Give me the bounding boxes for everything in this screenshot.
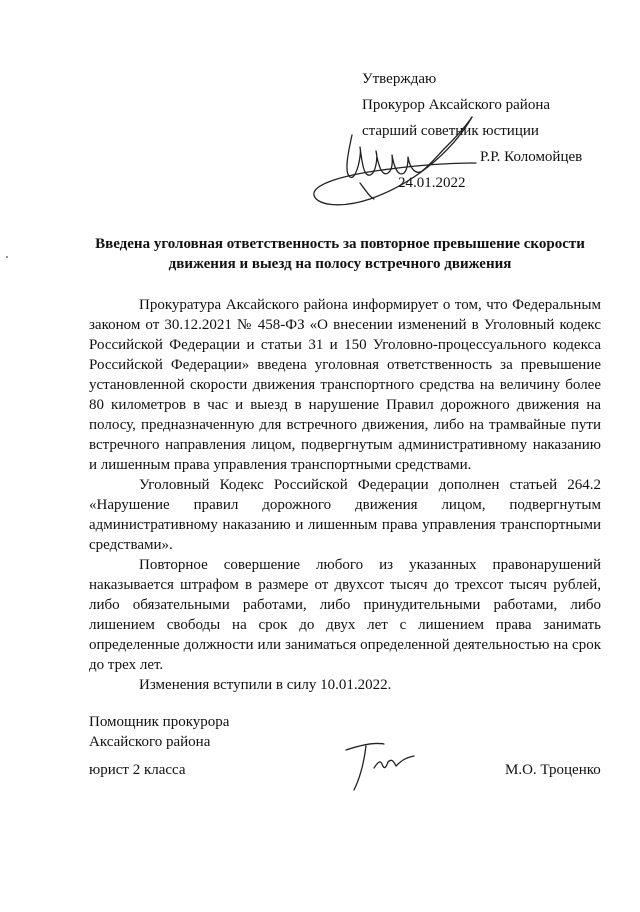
approver-rank: старший советник юстиции [362,123,539,139]
document-title: Введена уголовная ответственность за повторное превышение скорости движения и выезд на полосу встречного движения [95,236,585,272]
signatory-name: М.О. Троценко [505,762,601,778]
approver-position: Прокурор Аксайского района [362,97,551,113]
scan-speck [6,256,8,258]
approver-name-line [362,144,632,170]
signatory-rank: юрист 2 класса [89,762,186,778]
paragraph-1: Прокуратура Аксайского района информирует о том, что Федеральным законом от 30.12.2021 № 458-ФЗ «О внесении изменений в Уголовный кодекс Российской Федерации и статьи 31 и 150 Уголовно-процессуального кодекса Российской Федерации» введена уголовная ответственность за превышение установленной скорости движения транспортного средства на величину более 80 километров в час и выезд в нарушение Правил дорожного движения на полосу, предназначенную для встречного движения, либо на трамвайные пути встречного направления лицом, подвергнутым административному наказанию и лишенным права управления транспортными средствами. [89,297,601,473]
signatory-position-line1: Помощник прокурора [89,714,230,730]
paragraph-3: Повторное совершение любого из указанных правонарушений наказывается штрафом в размере от двухсот тысяч до трехсот тысяч рублей, либо обязательными работами, либо принудительными работами, либо лишением свободы на срок до двух лет с лишением права занимать определенные должности или заниматься определенной деятельностью на срок до трех лет. [89,557,601,673]
document-body [89,295,601,695]
approver-name: Р.Р. Коломойцев [480,149,583,165]
paragraph-4: Изменения вступили в силу 10.01.2022. [139,677,392,693]
approve-label: Утверждаю [362,71,437,87]
approval-block [362,66,632,196]
signatory-position-line2: Аксайского района [89,734,211,750]
approval-date-line [362,170,632,196]
signatory-signature [340,738,420,794]
signatory-position [89,712,229,752]
approval-date: 24.01.2022 [398,175,466,191]
paragraph-2: Уголовный Кодекс Российской Федерации дополнен статьей 264.2 «Нарушение правил дорожного движения лицом, подвергнутым административному наказанию и лишенным права управления транспортными средствами». [89,477,601,553]
